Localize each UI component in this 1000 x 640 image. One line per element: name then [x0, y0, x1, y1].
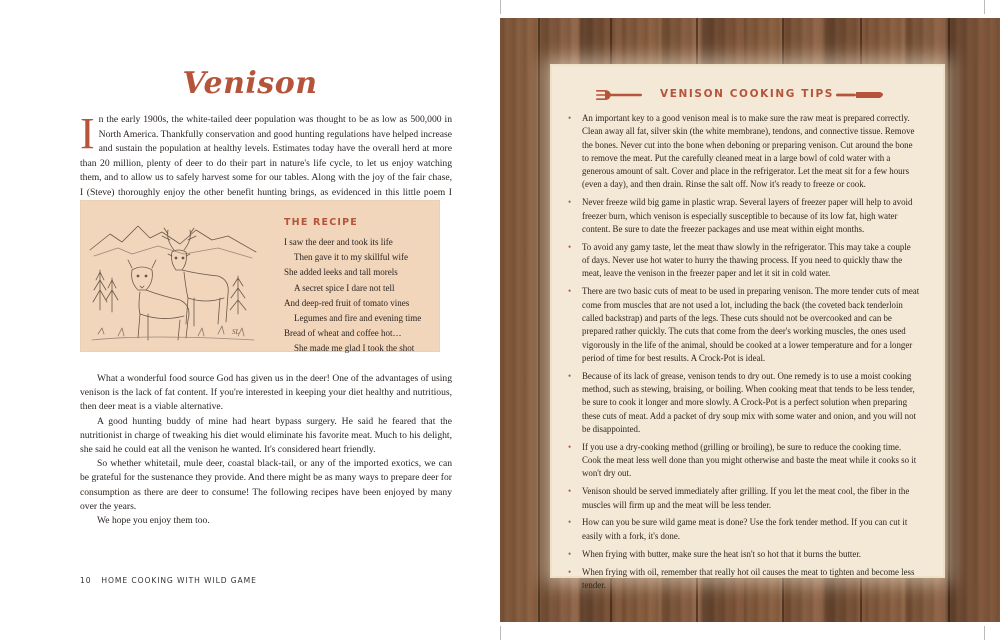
body-paragraph: What a wonderful food source God has given us in the deer! One of the advantages of using venison is the lack of fat content. If you're interested in keeping your diet healthy and nutritious, then deer meat is a viable alternative. — [80, 373, 452, 413]
knife-icon — [836, 88, 886, 102]
poem-line: I saw the deer and took its life — [284, 237, 393, 247]
running-title: HOME COOKING WITH WILD GAME — [101, 576, 257, 585]
intro-text: n the early 1900s, the white-tailed deer population was thought to be as low as 500,000 in North America. Thankfully conservation and good hunting regulations have helped increase and sustain the population at healthy levels. Estimates today have the overall herd at more than 20 million, plenty of deer to do their part in nature's life cycle, to let us enjoy watching them, and to allow us to safely harvest some for our tables. Along with the joy of the fair chase, I (Steve) thoroughly enjoy the other benefit hunting brings, as evidenced in this little poem I — [80, 114, 452, 198]
poem-line: She added leeks and tall morels — [284, 267, 398, 278]
list-item: • When frying with oil, remember that really hot oil causes the meat to tighten and become less tender. — [568, 566, 915, 590]
bullet-icon: • — [568, 241, 572, 252]
bullet-icon: • — [568, 113, 572, 123]
list-item: • To avoid any gamy taste, let the meat thaw slowly in the refrigerator. This may take a couple of days. Never use hot water to hurry the thawing process. If you need to quickly thaw the meat, leave the venison in the freezer paper and let it sit in cold water. — [568, 241, 911, 279]
poem-line: She made me glad I took the shot — [294, 343, 415, 354]
body-paragraph: We hope you enjoy them too. — [97, 515, 210, 527]
bullet-icon: • — [568, 486, 572, 497]
bullet-icon: • — [568, 370, 572, 381]
artist-signature: SL — [232, 328, 240, 336]
list-item: • Never freeze wild big game in plastic wrap. Several layers of freezer paper will help to avoid freezer burn, which venison is especially susceptible to because of its low fat, high water content. Be sure to date the freezer packages and use meat within eight months. — [568, 197, 913, 234]
list-item: • Because of its lack of grease, venison tends to dry out. One remedy is to use a moist cooking method, such as stewing, braising, or boiling. When cooking meat that tends to be less tender, be sure to cook it longer and more slowly. A Crock-Pot is a perfect solution when preparing these cuts of meat. Add a packet of dry soup mix with some water and onion, and you will not be disappointed. — [568, 370, 916, 434]
recipe-heading: THE RECIPE — [284, 217, 358, 228]
crop-mark — [984, 626, 985, 640]
tips-list — [568, 112, 920, 597]
body-paragraph: So whether whitetail, mule deer, coastal black-tail, or any of the imported exotics, we can be grateful for the sustenance they provide. And there might be as many ways to prepare deer for consumption as there are deer to consume! The following recipes have been enjoyed by many over the years. — [80, 458, 452, 512]
crop-mark — [500, 0, 501, 14]
list-item: • An important key to a good venison meal is to make sure the raw meat is prepared correctly. Clean away all fat, silver skin (the white membrane), tendons, and connective tissue. Remove the bones. Never cut into the bone when deboning or preparing venison. Cut around the bone to remove the meat. Put the carefully cleaned meat in a large bowl of cold water with a generous amount of salt. Cover and place in the refrigerator. Let the meat sit for a few hours (even a day), and then drain. Rinse the salt off. Now it's ready to freeze or cook. — [568, 113, 915, 190]
page-footer — [80, 576, 257, 585]
poem-line: Bread of wheat and coffee hot… — [284, 328, 402, 339]
poem-line: Legumes and fire and evening time — [294, 313, 422, 324]
list-item: • There are two basic cuts of meat to be used in preparing venison. The more tender cuts of meat come from muscles that are not used a lot, including the back (the coveted back tenderloin called backstrap) and parts of the legs. These cuts should not be overcooked and can be prepared rather quickly. The cuts that come from the deer's working muscles, the ones used vigorously in the life of the animal, should be cooked at a lower temperature and for a longer period of time for best results. A Crock-Pot is ideal. — [568, 286, 920, 363]
poem-line: And deep-red fruit of tomato vines — [284, 297, 410, 308]
poem — [284, 235, 444, 357]
plank-seam — [538, 18, 540, 622]
crop-mark — [984, 0, 985, 14]
page-title: Venison — [182, 66, 318, 101]
bullet-icon: • — [568, 441, 572, 452]
list-item: • Venison should be served immediately after grilling. If you let the meat cool, the fiber in the muscles will firm up and the meat will be less tender. — [568, 486, 910, 510]
bullet-icon: • — [568, 286, 572, 297]
drop-cap: I — [80, 109, 95, 158]
list-item: • If you use a dry-cooking method (grilling or broiling), be sure to reduce the cooking time. Cook the meat less well done than you might otherwise and baste the meat while it cooks so it won't dry out. — [568, 441, 917, 479]
list-item: • When frying with butter, make sure the heat isn't so hot that it burns the butter. — [568, 548, 920, 561]
list-item: • How can you be sure wild game meat is done? Use the fork tender method. If you can cut it easily with a fork, it's done. — [568, 517, 908, 541]
deer-sketch-image — [88, 210, 258, 345]
tips-heading: VENISON COOKING TIPS — [660, 88, 834, 100]
bullet-icon: • — [568, 566, 572, 577]
page-number: 10 — [80, 576, 92, 585]
bullet-icon: • — [568, 197, 572, 208]
body-paragraph: A good hunting buddy of mine had heart bypass surgery. He said he feared that the nutritionist in charge of tweaking his diet would eliminate his favorite meat. Much to his delight, she said he could eat all the venison he wanted. It's considered heart friendly. — [80, 415, 452, 456]
body-text — [80, 372, 452, 528]
bullet-icon: • — [568, 517, 572, 528]
plank-seam — [948, 18, 950, 622]
poem-line: Then gave it to my skillful wife — [294, 252, 408, 263]
crop-mark — [500, 626, 501, 640]
bullet-icon: • — [568, 548, 572, 559]
poem-line: A secret spice I dare not tell — [294, 282, 395, 293]
